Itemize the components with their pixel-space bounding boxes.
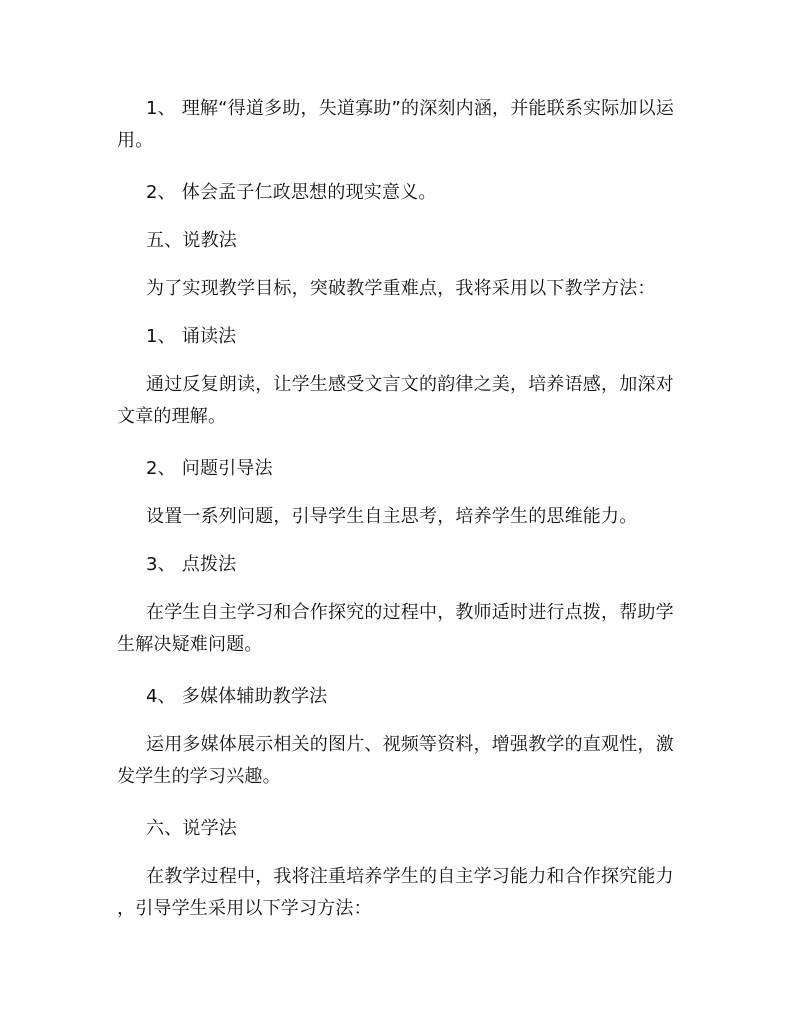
method-4-desc-line-2: 发学生的学习兴趣。 bbox=[117, 766, 281, 787]
method-4-title: 4、 多媒体辅助教学法 bbox=[146, 686, 328, 707]
method-3-title: 3、 点拨法 bbox=[146, 554, 237, 575]
method-2-title: 2、 问题引导法 bbox=[146, 458, 273, 479]
goal-2: 2、 体会孟子仁政思想的现实意义。 bbox=[146, 182, 437, 203]
method-4-desc-line-1: 运用多媒体展示相关的图片、视频等资料，增强教学的直观性，激 bbox=[146, 734, 674, 755]
goal-1-line-1: 1、 理解“得道多助，失道寡助”的深刻内涵，并能联系实际加以运 bbox=[146, 98, 675, 119]
method-3-desc-line-2: 生解决疑难问题。 bbox=[117, 634, 263, 655]
learning-methods-intro-line-1: 在教学过程中，我将注重培养学生的自主学习能力和合作探究能力 bbox=[146, 866, 674, 887]
method-2-desc: 设置一系列问题，引导学生自主思考，培养学生的思维能力。 bbox=[146, 506, 638, 527]
method-3-desc-line-1: 在学生自主学习和合作探究的过程中，教师适时进行点拨，帮助学 bbox=[146, 602, 674, 623]
section-heading-learning-methods: 六、说学法 bbox=[146, 818, 237, 839]
section-heading-teaching-methods: 五、说教法 bbox=[146, 230, 237, 251]
method-1-desc-line-1: 通过反复朗读，让学生感受文言文的韵律之美，培养语感，加深对 bbox=[146, 374, 674, 395]
goal-1-line-2: 用。 bbox=[117, 130, 154, 151]
methods-intro: 为了实现教学目标，突破教学重难点，我将采用以下教学方法： bbox=[146, 278, 656, 299]
method-1-title: 1、 诵读法 bbox=[146, 326, 237, 347]
learning-methods-intro-line-2: ，引导学生采用以下学习方法： bbox=[117, 898, 372, 919]
method-1-desc-line-2: 文章的理解。 bbox=[117, 406, 227, 427]
